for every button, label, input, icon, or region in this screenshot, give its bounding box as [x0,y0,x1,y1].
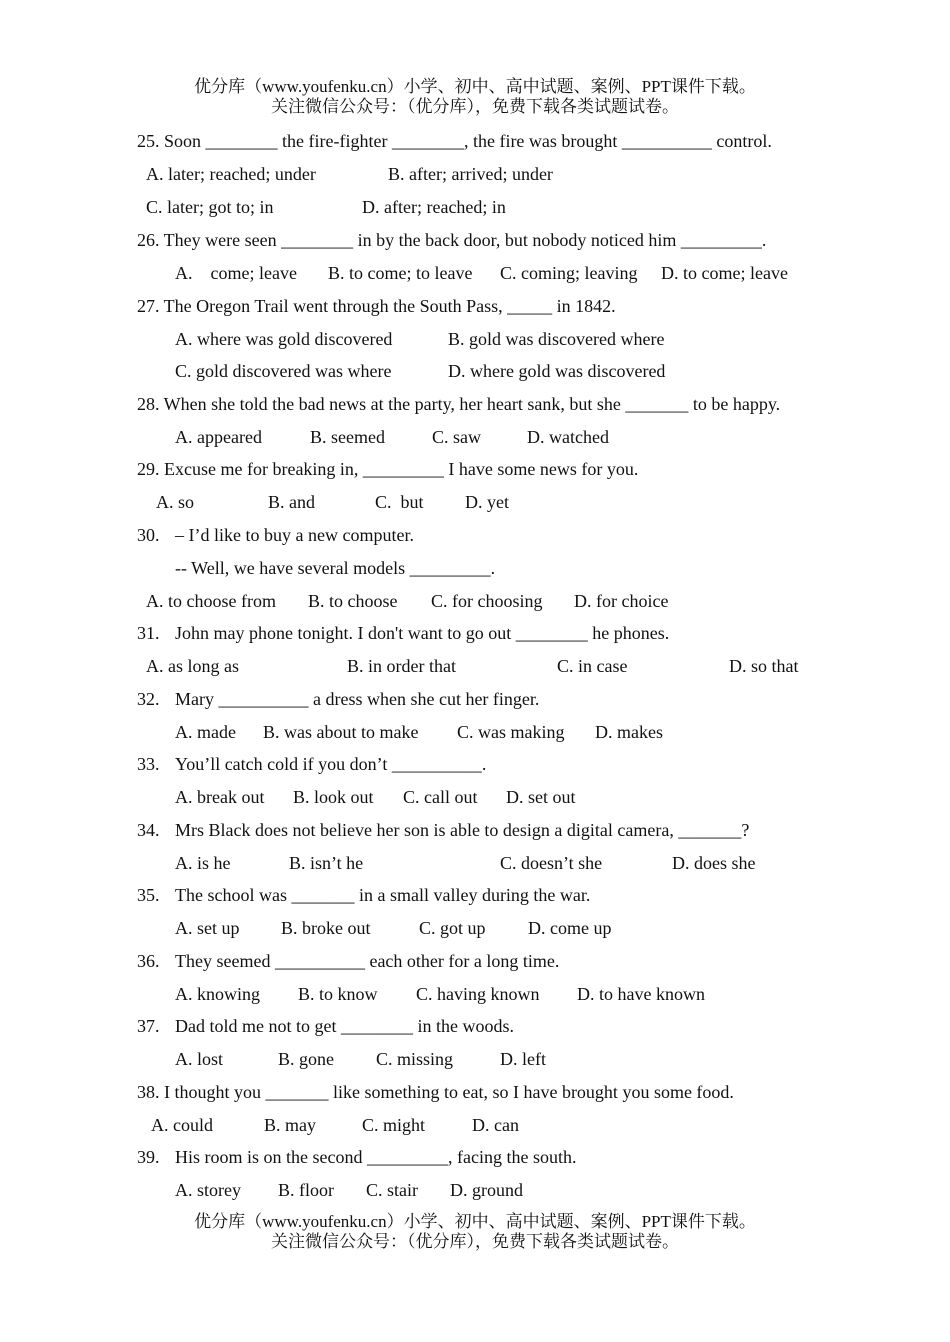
question-31-option-a: A. as long as [146,656,239,676]
question-28-option-b: B. seemed [310,427,385,447]
question-33-option-a: A. break out [175,787,265,807]
question-25-option-a: A. later; reached; under [146,164,316,184]
question-39-stem: His room is on the second _________, facing the south. [175,1147,577,1167]
question-35-option-c: C. got up [419,918,486,938]
question-30-number: 30. [137,525,160,545]
question-30-stem-2: -- Well, we have several models _________. [175,558,496,578]
question-34-number: 34. [137,820,160,840]
question-33-option-d: D. set out [506,787,576,807]
question-30-option-a: A. to choose from [146,591,276,611]
question-33-option-c: C. call out [403,787,478,807]
question-36-option-d: D. to have known [577,984,705,1004]
question-29-option-c: C. but [375,492,424,512]
question-31-option-d: D. so that [729,656,799,676]
question-32-option-c: C. was making [457,722,565,742]
question-31-option-c: C. in case [557,656,628,676]
question-38-option-a: A. could [151,1115,213,1135]
question-27-option-c: C. gold discovered was where [175,361,392,381]
question-31-stem: John may phone tonight. I don't want to go out ________ he phones. [175,623,670,643]
question-27-option-d: D. where gold was discovered [448,361,666,381]
question-34-option-b: B. isn’t he [289,853,364,873]
question-35-option-a: A. set up [175,918,240,938]
question-36-option-a: A. knowing [175,984,260,1004]
question-29-option-b: B. and [268,492,315,512]
question-31-option-b: B. in order that [347,656,456,676]
question-25-option-c: C. later; got to; in [146,197,274,217]
question-36-option-c: C. having known [416,984,540,1004]
question-30-option-c: C. for choosing [431,591,543,611]
question-37-stem: Dad told me not to get ________ in the woods. [175,1016,514,1036]
question-33-number: 33. [137,754,160,774]
footer-line-1: 优分库（www.youfenku.cn）小学、初中、高中试题、案例、PPT课件下载。 [194,1212,756,1231]
question-27-option-a: A. where was gold discovered [175,329,393,349]
question-36-stem: They seemed __________ each other for a long time. [175,951,560,971]
question-32-stem: Mary __________ a dress when she cut her finger. [175,689,540,709]
question-27-option-b: B. gold was discovered where [448,329,665,349]
question-29-option-a: A. so [156,492,195,512]
question-33-stem: You’ll catch cold if you don’t __________. [175,754,487,774]
question-38-option-c: C. might [362,1115,426,1135]
question-38-option-b: B. may [264,1115,316,1135]
question-32-option-b: B. was about to make [263,722,419,742]
question-39-option-a: A. storey [175,1180,241,1200]
question-29-stem: 29. Excuse me for breaking in, _________ I have some news for you. [137,459,639,479]
question-37-option-d: D. left [500,1049,546,1069]
question-39-option-b: B. floor [278,1180,334,1200]
question-35-option-b: B. broke out [281,918,371,938]
question-36-number: 36. [137,951,160,971]
question-35-stem: The school was _______ in a small valley during the war. [175,885,591,905]
question-36-option-b: B. to know [298,984,378,1004]
question-30-option-b: B. to choose [308,591,398,611]
question-35-number: 35. [137,885,160,905]
header-line-1: 优分库（www.youfenku.cn）小学、初中、高中试题、案例、PPT课件下载。 [194,77,756,96]
question-26-option-d: D. to come; leave [661,263,788,283]
question-26-stem: 26. They were seen ________ in by the back door, but nobody noticed him _________. [137,230,767,250]
question-32-option-a: A. made [175,722,236,742]
question-26-option-a: A. come; leave [175,263,297,283]
question-30-stem: – I’d like to buy a new computer. [175,525,414,545]
question-26-option-c: C. coming; leaving [500,263,638,283]
question-37-option-c: C. missing [376,1049,454,1069]
question-38-stem: 38. I thought you _______ like something to eat, so I have brought you some food. [137,1082,734,1102]
question-28-option-c: C. saw [432,427,481,447]
question-34-stem: Mrs Black does not believe her son is able to design a digital camera, _______? [175,820,750,840]
question-39-option-d: D. ground [450,1180,523,1200]
question-30-option-d: D. for choice [574,591,669,611]
question-28-option-a: A. appeared [175,427,262,447]
question-32-number: 32. [137,689,160,709]
question-34-option-d: D. does she [672,853,756,873]
question-34-option-a: A. is he [175,853,231,873]
question-33-option-b: B. look out [293,787,374,807]
question-29-option-d: D. yet [465,492,509,512]
question-39-option-c: C. stair [366,1180,418,1200]
question-32-option-d: D. makes [595,722,663,742]
question-28-stem: 28. When she told the bad news at the party, her heart sank, but she _______ to be happy. [137,394,781,414]
question-25-option-d: D. after; reached; in [362,197,506,217]
question-25-stem: 25. Soon ________ the fire-fighter ________, the fire was brought __________ control. [137,131,772,151]
question-34-option-c: C. doesn’t she [500,853,603,873]
question-27-stem: 27. The Oregon Trail went through the South Pass, _____ in 1842. [137,296,616,316]
question-37-number: 37. [137,1016,160,1036]
question-37-option-b: B. gone [278,1049,334,1069]
question-25-option-b: B. after; arrived; under [388,164,553,184]
header-line-2: 关注微信公众号：（优分库），免费下载各类试题试卷。 [271,97,679,116]
question-31-number: 31. [137,623,160,643]
question-26-option-b: B. to come; to leave [328,263,473,283]
question-28-option-d: D. watched [527,427,609,447]
footer-line-2: 关注微信公众号：（优分库），免费下载各类试题试卷。 [271,1232,679,1251]
question-35-option-d: D. come up [528,918,612,938]
question-38-option-d: D. can [472,1115,519,1135]
question-39-number: 39. [137,1147,160,1167]
question-37-option-a: A. lost [175,1049,224,1069]
